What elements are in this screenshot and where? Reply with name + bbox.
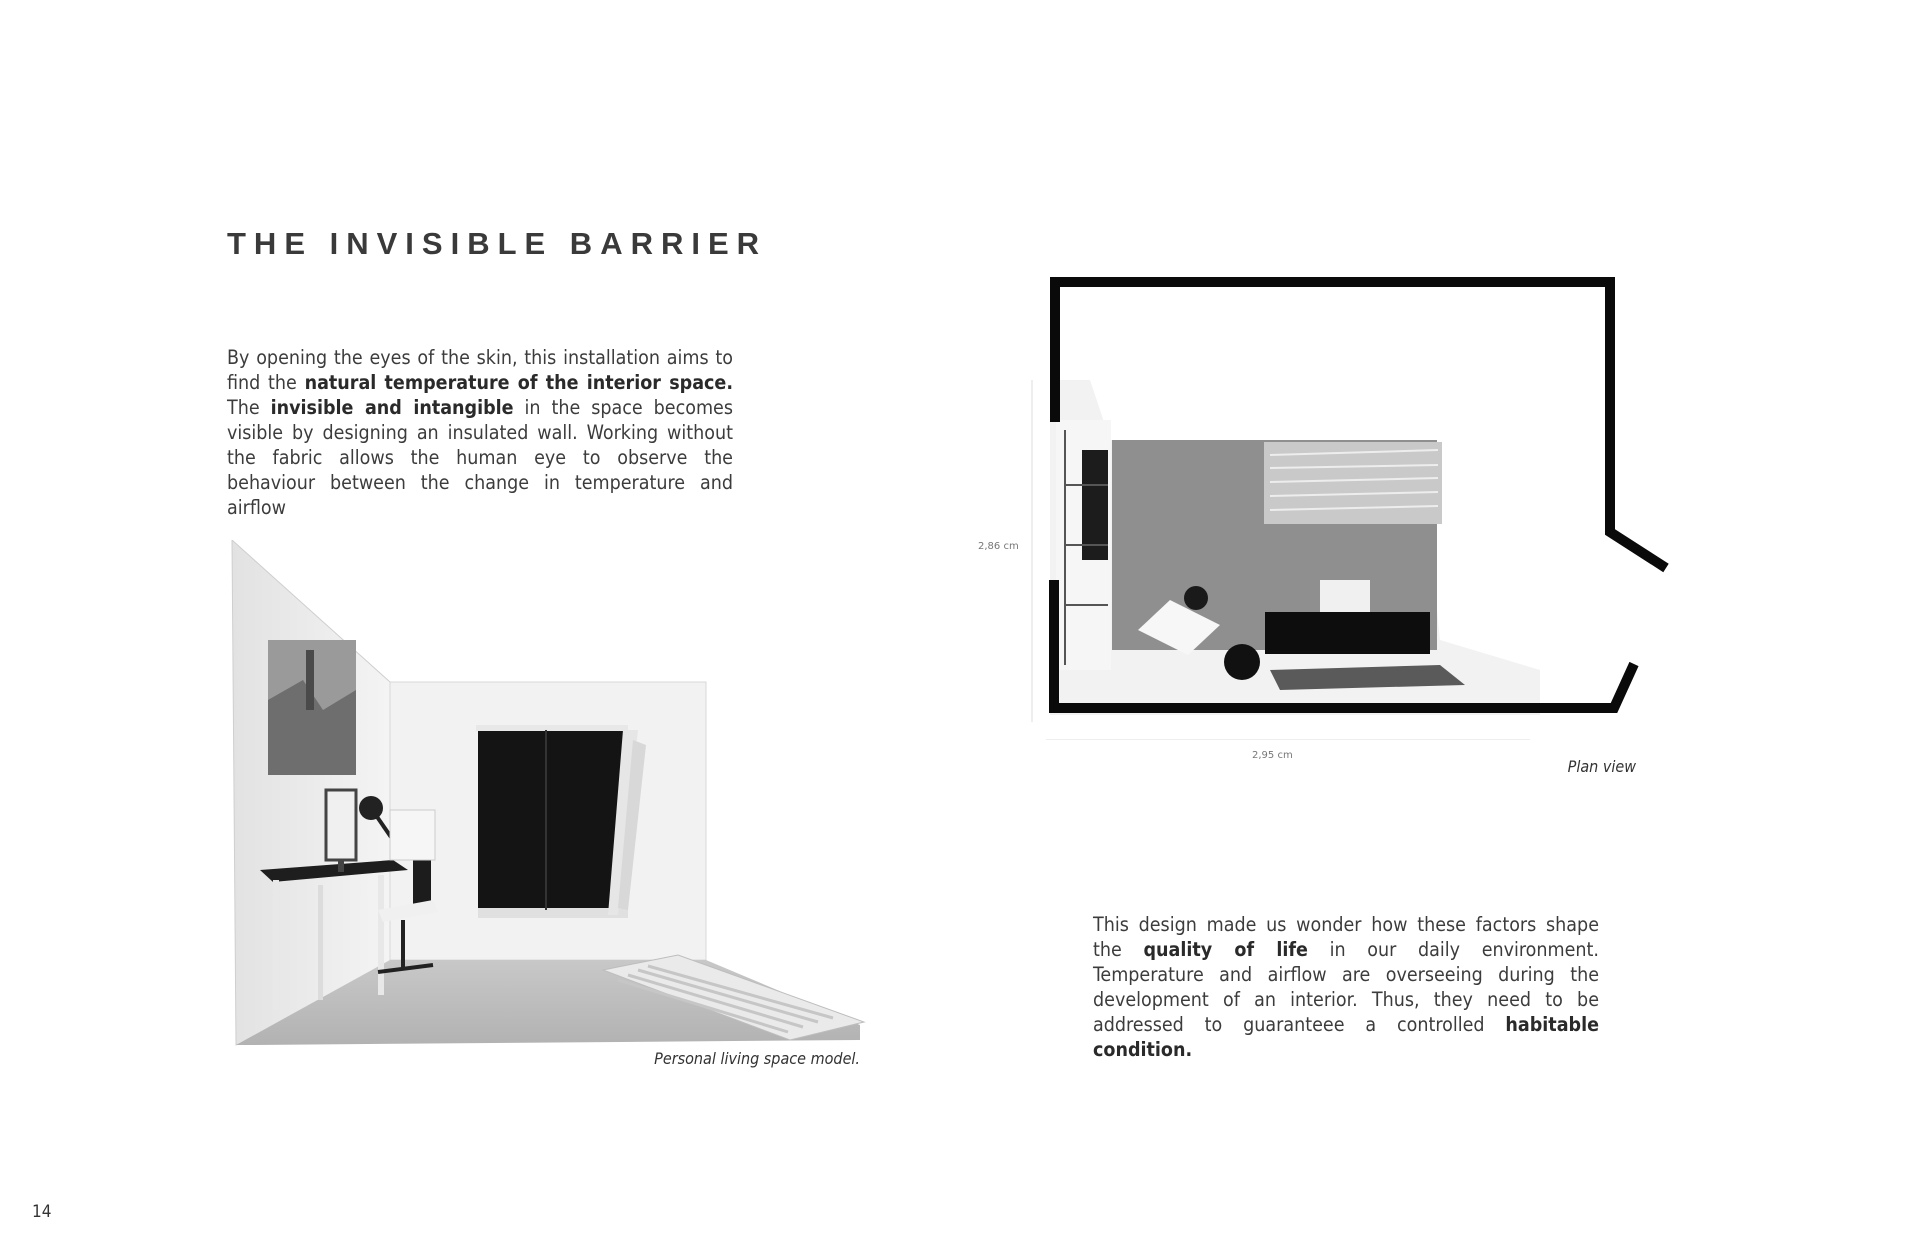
model-caption: Personal living space model. bbox=[654, 1049, 860, 1068]
living-space-model-image bbox=[228, 540, 868, 1050]
intro-bold-1: natural temperature of the interior space. bbox=[304, 371, 733, 394]
intro-bold-2: invisible and intangible bbox=[270, 396, 514, 419]
intro-paragraph bbox=[227, 345, 733, 520]
intro-text-1: By opening the eyes of the skin, this installation aims to find the bbox=[227, 346, 733, 394]
outro-bold-1: quality of life bbox=[1143, 938, 1308, 961]
outro-text-2: in our daily environment. Temperature and airflow are overseeing during the development of an interior. Thus, they need to be addressed to guaranteee a controlled bbox=[1093, 938, 1599, 1036]
page-title: THE INVISIBLE BARRIER bbox=[227, 226, 768, 261]
plan-height-dimension: 2,86 cm bbox=[978, 541, 1019, 552]
plan-width-dimension: 2,95 cm bbox=[1252, 750, 1293, 761]
plan-caption: Plan view bbox=[1567, 757, 1636, 776]
page-number: 14 bbox=[32, 1202, 52, 1222]
intro-text-2: The bbox=[227, 396, 271, 419]
outro-paragraph bbox=[1093, 912, 1599, 1062]
plan-view-image bbox=[1020, 270, 1680, 740]
outro-bold-2: habitable condition. bbox=[1093, 1013, 1599, 1061]
intro-text-3: in the space becomes visible by designing an insulated wall. Working without the fabric allows the human eye to observe the behaviour between the change in temperature and airflow bbox=[227, 396, 733, 519]
outro-text-1: This design made us wonder how these factors shape the bbox=[1093, 913, 1599, 961]
